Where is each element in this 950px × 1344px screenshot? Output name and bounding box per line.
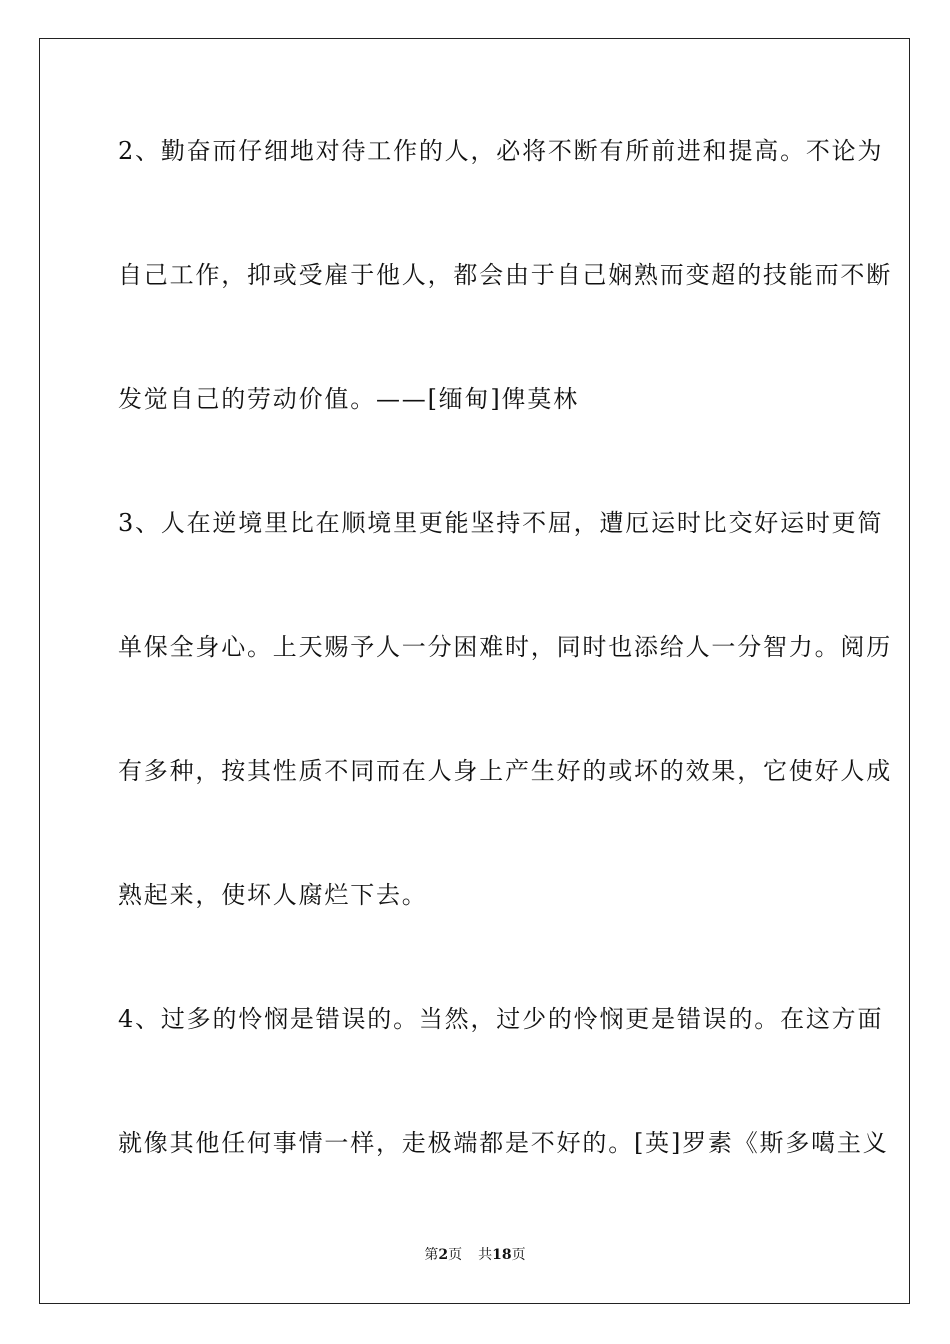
paragraph-3-line-3: 有多种，按其性质不同而在人身上产生好的或坏的效果，它使好人成: [118, 757, 892, 785]
paragraph-3-line-4: 熟起来，使坏人腐烂下去。: [118, 881, 428, 909]
paragraph-3-line-2: 单保全身心。上天赐予人一分困难时，同时也添给人一分智力。阅历: [118, 633, 892, 661]
page-border: [39, 38, 910, 1304]
footer-total-pages: 18: [492, 1247, 512, 1263]
footer-page-number: 2: [438, 1247, 449, 1263]
footer-total-prefix: 共: [478, 1247, 493, 1263]
paragraph-3-line-1: 3、人在逆境里比在顺境里更能坚持不屈，遭厄运时比交好运时更简: [118, 509, 884, 537]
footer-page-suffix: 页: [448, 1247, 463, 1263]
footer-page-prefix: 第: [424, 1247, 439, 1263]
paragraph-2-line-3: 发觉自己的劳动价值。——[缅甸]俾莫林: [118, 385, 579, 413]
paragraph-4-line-2: 就像其他任何事情一样，走极端都是不好的。[英]罗素《斯多噶主义: [118, 1129, 889, 1157]
paragraph-2-line-2: 自己工作，抑或受雇于他人，都会由于自己娴熟而变超的技能而不断: [118, 261, 892, 289]
paragraph-2-line-1: 2、勤奋而仔细地对待工作的人，必将不断有所前进和提高。不论为: [118, 137, 884, 165]
paragraph-4-line-1: 4、过多的怜悯是错误的。当然，过少的怜悯更是错误的。在这方面: [118, 1005, 884, 1033]
footer-total-suffix: 页: [511, 1247, 526, 1263]
page-footer: [0, 1246, 950, 1264]
